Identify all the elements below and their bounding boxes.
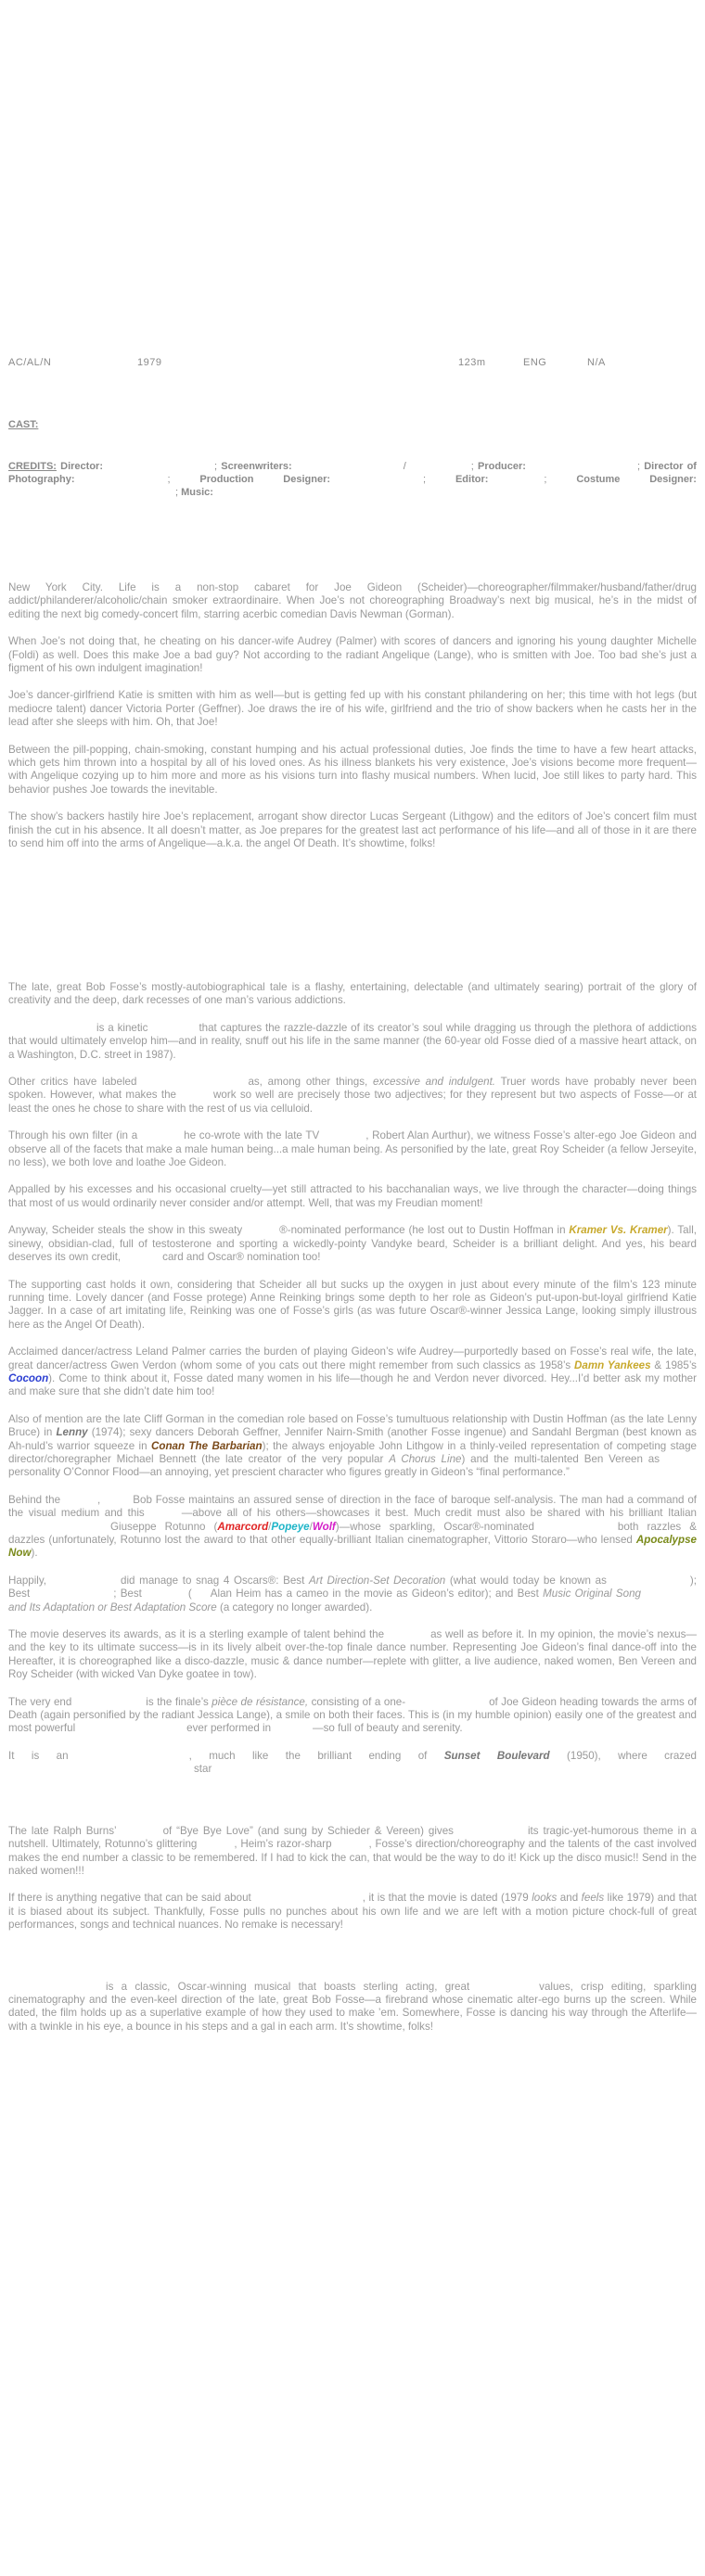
film-meta-row [8, 357, 697, 372]
review-paragraph-14: It is an , much like the brilliant ending of Sunset Boulevard (1950), where crazedstar [8, 1749, 697, 1776]
film-title-cocoon: Cocoon [8, 1371, 49, 1384]
credit-slash: / [403, 461, 406, 472]
credit-producer: Producer: [478, 461, 526, 472]
review-paragraph-12: The movie deserves its awards, as it is a sterling example of talent behind the as well as before it. In my opinion, the movie’s nexus—and the key to its ultimate success—is in its lively albeit over-the-top finale dance number. Representing Joe Gideon’s final dance-off into the Hereafter, it is choreographed like a disco-dazzle, music & dance number—replete with glitter, a live audience, naked women, Ben Vereen and Roy Scheider (with wicked Van Dyke goatee in tow). [8, 1628, 697, 1681]
review-paragraph-17: is a classic, Oscar-winning musical that boasts sterling acting, great values, crisp editing, sparkling cinematography and the even-keel direction of the late, great Bob Fosse—a firebrand whose cinematic alter-ego burns up the screen. While dated, the film holds up as a superlative example of how they used to make ’em. Somewhere, Fosse is dancing his way through the Afterlife—with a twinkle in his eye, a bounce in his steps and a gal in each arm. It’s showtime, folks! [8, 1980, 697, 2033]
review-paragraph-2: is a kinetic that captures the razzle-dazzle of its creator’s soul while dragging us through the plethora of addictions that would ultimately envelop him—and in reality, snuff out his life in the same manner (the 60-year old Fosse died of a massive heart attack, on a Washington, D.C. street in 1987). [8, 1021, 697, 1061]
credit-production-designer: Production Designer: [199, 474, 331, 485]
film-title-kramer: Kramer Vs. Kramer [569, 1224, 668, 1237]
runtime: 123m [458, 357, 486, 368]
review-paragraph-3: Other critics have labeled as, among other things, excessive and indulgent. Truer words have probably never been spoken. However, what makes the work so well are precisely those two adjectives; for they represent but two aspects of Fosse—or at least the ones he chose to share with the rest of us via celluloid. [8, 1076, 698, 1115]
credit-costume-designer: Costume Designer: [576, 474, 697, 485]
credit-screenwriters: Screenwriters: [221, 461, 292, 472]
cast-section [8, 419, 38, 430]
credits-section: CREDITS: Director: ; Screenwriters: / ; Producer: ; Director of Photography: ; Production Designer: ; Editor: ; Costume Designer:; Music: [8, 461, 697, 498]
review-paragraph-15: The late Ralph Burns’ of “Bye Bye Love” (and sung by Schieder & Vereen) gives its tragic-yet-humorous theme in a nutshell. Ultimately, Rotunno’s glittering , Heim’s razor-sharp , Fosse’s direction/choreography and the talents of the cast involved makes the end number a classic to be remembered. If I had to kick the can, that would be the way to do it! Kick up the disco music!! Send in the naked women!!! [8, 1824, 698, 1877]
synopsis-section [8, 581, 697, 865]
synopsis-paragraph-2: When Joe’s not doing that, he cheating on his dancer-wife Audrey (Palmer) with scores of dancers and ignoring his young daughter Michelle (Foldi) as well. Does this make Joe a bad guy? Not according to the radiant Angelique (Lange), who is smitten with Joe. Too bad she’s just a figment of his own indulgent imagination! [8, 635, 697, 675]
review-section [8, 981, 697, 2047]
review-paragraph-13: The very end is the finale’s pièce de résistance, consisting of a one- of Joe Gideon heading towards the arms of Death (again personified by the radiant Jessica Lange), a smile on both their faces. This is (in my humble opinion) easily one of the greatest and most powerful ever performed in —so full of beauty and serenity. [8, 1695, 698, 1735]
credit-director: Director: [60, 461, 103, 472]
synopsis-paragraph-1: New York City. Life is a non-stop cabaret for Joe Gideon (Scheider)—choreographer/filmmaker/husband/father/drug addict/philanderer/alcoholic/chain smoker extraordinaire. When Joe’s not choreographing Broadway’s next big musical, he’s in the midst of editing the next big comedy-concert film, starring acerbic comedian Davis Newman (Gorman). [8, 581, 697, 620]
film-title-amarcord: Amarcord [217, 1520, 269, 1533]
film-title-lenny: Lenny [56, 1426, 88, 1439]
credit-music: Music: [181, 487, 213, 498]
film-title-conan: Conan The Barbarian [151, 1439, 263, 1452]
release-year: 1979 [137, 357, 162, 368]
film-title-apocalypse-now: Apocalypse Now [8, 1534, 697, 1560]
review-paragraph-9: Also of mention are the late Cliff Gorman in the comedian role based on Fosse’s tumultuous relationship with Dustin Hoffman (as the late Lenny Bruce) in Lenny (1974); sexy dancers Deborah Geffner, Jennifer Nairn-Smith (another Fosse ingenue) and Sandahl Bergman (best known as Ah-nuld’s warrior squeeze in Conan The Barbarian); the always enjoyable John Lithgow in a thinly-veiled representation of competing stage director/choregrapher Michael Bennett (the late creator of the very popular A Chorus Line) and the multi-talented Ben Vereen aspersonality O’Connor Flood—an annoying, yet prescient character who figures greatly in Gideon’s “final performance.” [8, 1412, 698, 1479]
credit-dop: Director of Photography: [8, 461, 697, 485]
synopsis-paragraph-3: Joe’s dancer-girlfriend Katie is smitten with him as well—but is getting fed up with his constant philandering on her; this time with hot legs (but mediocre talent) dancer Victoria Porter (Geffner). Joe draws the ire of his wife, girlfriend and the trio of show backers when he casts her in the lead after she sleeps with him. Oh, that Joe! [8, 689, 697, 729]
rating-code: AC/AL/N [8, 357, 52, 368]
review-paragraph-16: If there is anything negative that can be said about , it is that the movie is dated (1979 looks and feels like 1979) and that it is biased about its subject. Thankfully, Fosse pulls no punches about his own life and we are left with a motion picture chock-full of great performances, songs and technical nuances. No remake is necessary! [8, 1892, 697, 1932]
language: ENG [523, 357, 547, 368]
na-field: N/A [587, 357, 606, 368]
credit-editor: Editor: [455, 474, 489, 485]
credits-label: CREDITS: [8, 461, 57, 472]
review-paragraph-4: Through his own filter (in a he co-wrote with the late TV , Robert Alan Aurthur), we witness Fosse’s alter-ego Joe Gideon and observe all of the facets that make a male human being...a male human being. As personified by the late, great Roy Scheider (a fellow Jerseyite, no less), we both love and loathe Joe Gideon. [8, 1129, 697, 1169]
film-title-damn-yankees: Damn Yankees [574, 1358, 651, 1371]
review-paragraph-6: Anyway, Scheider steals the show in this sweaty ®-nominated performance (he lost out to Dustin Hoffman in Kramer Vs. Kramer). Tall, sinewy, obsidian-clad, full of testosterone and sporting a wickedly-pointy Vandyke beard, Scheider is a brilliant delight. And yes, his beard deserves its own credit, card and Oscar® nomination too! [8, 1224, 697, 1264]
cast-label: CAST: [8, 419, 39, 430]
review-paragraph-11: Happily, did manage to snag 4 Oscars®: Best Art Direction-Set Decoration (what would today be known as ); Best ; Best ( Alan Heim has a cameo in the movie as Gideon’s editor); and Best Music Original Songand Its Adaptation or Best Adaptation Score (a category no longer awarded). [8, 1574, 697, 1613]
review-paragraph-10: Behind the , Bob Fosse maintains an assured sense of direction in the face of baroque self-analysis. The man had a command of the visual medium and this —above all of his others—showcases it best. Much credit must also be shared with his brilliant ItalianGiuseppe Rotunno (Amarcord/Popeye/Wolf)—whose sparkling, Oscar®-nominated both razzles & dazzles (unfortunately, Rotunno lost the award to that other equally-brilliant Italian cinematographer, Vittorio Storaro—who lensed Apocalypse Now). [8, 1493, 698, 1560]
synopsis-paragraph-4: Between the pill-popping, chain-smoking, constant humping and his actual professional duties, Joe finds the time to have a few heart attacks, which gets him thrown into a hospital by all of his loved ones. As his illness blankets his very existence, Joe’s visions become more frequent—with Angelique cozying up to him more and more as his visions turn into flashy musical numbers. When lucid, Joe still likes to party hard. This behavior pushes Joe towards the inevitable. [8, 743, 697, 796]
review-paragraph-1: The late, great Bob Fosse’s mostly-autobiographical tale is a flashy, entertaining, delectable (and ultimately searing) portrait of the glory of creativity and the deep, dark recesses of one man’s various addictions. [8, 981, 697, 1007]
film-title-popeye: Popeye [271, 1520, 310, 1533]
film-title-sunset-boulevard: Sunset Boulevard [443, 1749, 550, 1762]
synopsis-paragraph-5: The show’s backers hastily hire Joe’s replacement, arrogant show director Lucas Sergeant (Lithgow) and the editors of Joe’s concert film must finish the cut in his absence. It all doesn’t matter, as Joe prepares for the greatest last act performance of his life—and all of those in it are there to send him off into the arms of Angelique—a.k.a. the angel Of Death. It’s showtime, folks! [8, 810, 697, 850]
review-paragraph-5: Appalled by his excesses and his occasional cruelty—yet still attracted to his bacchanalian ways, we live through the character—doing things that most of us would ordinarily never consider and/or attempt. Well, that was my Freudian moment! [8, 1183, 697, 1209]
review-paragraph-7: The supporting cast holds it own, considering that Scheider all but sucks up the oxygen in just about every minute of the film’s 123 minute running time. Lovely dancer (and Fosse protege) Anne Reinking brings some depth to her role as Gideon’s put-upon-but-loyal girlfriend Katie Jagger. In a case of art imitating life, Reinking was one of Fosse’s girls (as was future Oscar®-winner Jessica Lange, looking simply illustrous here as the Angel Of Death). [8, 1278, 697, 1331]
review-paragraph-8: Acclaimed dancer/actress Leland Palmer carries the burden of playing Gideon’s wife Audrey—purportedly based on Fosse’s real wife, the late, great dancer/actress Gwen Verdon (whom some of you cats out there might remember from such classics as 1958’s Damn Yankees & 1985’s Cocoon). Come to think about it, Fosse dated many women in his life—though he and Verdon never divorced. Hey...I’d better ask my mother and make sure that she didn’t date him too! [8, 1345, 697, 1398]
film-title-wolf: Wolf [312, 1520, 336, 1533]
